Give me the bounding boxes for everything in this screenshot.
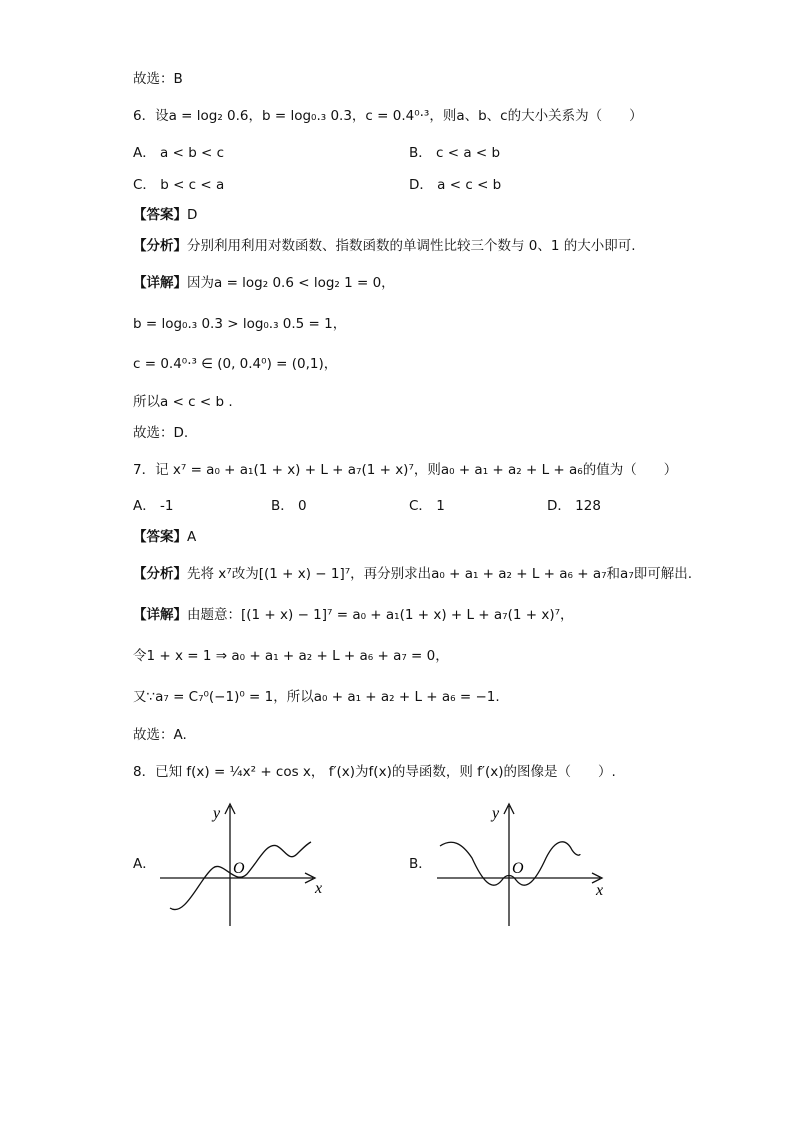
q7-answer <box>133 525 196 545</box>
axis-y-label: y <box>492 805 500 822</box>
analysis-text: 先将 x⁷改为[(1 + x) − 1]⁷，再分别求出a₀ + a₁ + a₂ + L + a₆ + a₇和a₇即可解出. <box>187 566 693 582</box>
axis-x-label: x <box>596 882 604 899</box>
q6-answer <box>133 203 197 223</box>
analysis-tag: 【分析】 <box>133 238 187 254</box>
line-answer-b: 故选：B <box>133 71 183 87</box>
analysis-text: 分别利用利用对数函数、指数函数的单调性比较三个数与 0、1 的大小即可. <box>187 238 636 254</box>
q6-option-b: B． c < a < b <box>409 145 501 161</box>
q6-detail-c: c = 0.4⁰·³ ∈ (0, 0.4⁰) = (0,1)， <box>133 356 338 372</box>
graph-b-label: B． <box>409 856 432 872</box>
q7-option-c: C． 1 <box>409 498 445 514</box>
q7-option-a: A． -1 <box>133 498 174 514</box>
origin-label: O <box>512 860 524 877</box>
q6-option-a: A． a < b < c <box>133 145 225 161</box>
q6-option-c: C． b < c < a <box>133 177 225 193</box>
detail-text: 因为a = log₂ 0.6 < log₂ 1 = 0， <box>187 275 395 291</box>
q7-detail-since: 又∵a₇ = C₇⁰(−1)⁰ = 1，所以a₀ + a₁ + a₂ + L + a₆ = −1. <box>133 689 500 705</box>
q6-detail-b: b = log₀.₃ 0.3 > log₀.₃ 0.5 = 1， <box>133 316 347 332</box>
q6-choose: 故选：D. <box>133 425 189 441</box>
question-7: 7．记 x⁷ = a₀ + a₁(1 + x) + L + a₇(1 + x)⁷，则a₀ + a₁ + a₂ + L + a₆的值为（ ） <box>133 462 678 478</box>
question-8: 8．已知 f(x) = ¼x² + cos x， f′(x)为f(x)的导函数，则 f′(x)的图像是（ ）. <box>133 764 616 780</box>
q6-option-d: D． a < c < b <box>409 177 502 193</box>
analysis-tag: 【分析】 <box>133 566 187 582</box>
graph-b <box>432 798 612 933</box>
q6-conclusion: 所以a < c < b . <box>133 394 233 410</box>
answer-tag: 【答案】 <box>133 529 187 545</box>
detail-tag: 【详解】 <box>133 275 187 291</box>
graph-a-label: A． <box>133 856 156 872</box>
answer-text: A <box>187 529 197 545</box>
q6-analysis <box>133 234 636 254</box>
q7-detail <box>133 603 574 623</box>
q7-analysis <box>133 562 692 582</box>
q7-option-d: D． 128 <box>547 498 601 514</box>
graph-a <box>155 798 335 933</box>
answer-tag: 【答案】 <box>133 207 187 223</box>
axis-y-label: y <box>213 805 221 822</box>
detail-text: 由题意：[(1 + x) − 1]⁷ = a₀ + a₁(1 + x) + L + a₇(1 + x)⁷， <box>187 607 574 623</box>
q7-detail-let: 令1 + x = 1 ⇒ a₀ + a₁ + a₂ + L + a₆ + a₇ = 0， <box>133 648 449 664</box>
axis-x-label: x <box>315 880 323 897</box>
question-6: 6．设a = log₂ 0.6，b = log₀.₃ 0.3，c = 0.4⁰·³，则a、b、c的大小关系为（ ） <box>133 108 643 124</box>
detail-tag: 【详解】 <box>133 607 187 623</box>
curve-b <box>440 842 580 885</box>
answer-text: D <box>187 207 198 223</box>
q7-choose: 故选：A. <box>133 727 187 743</box>
q7-option-b: B． 0 <box>271 498 307 514</box>
q6-detail <box>133 271 395 291</box>
origin-label: O <box>233 860 245 877</box>
